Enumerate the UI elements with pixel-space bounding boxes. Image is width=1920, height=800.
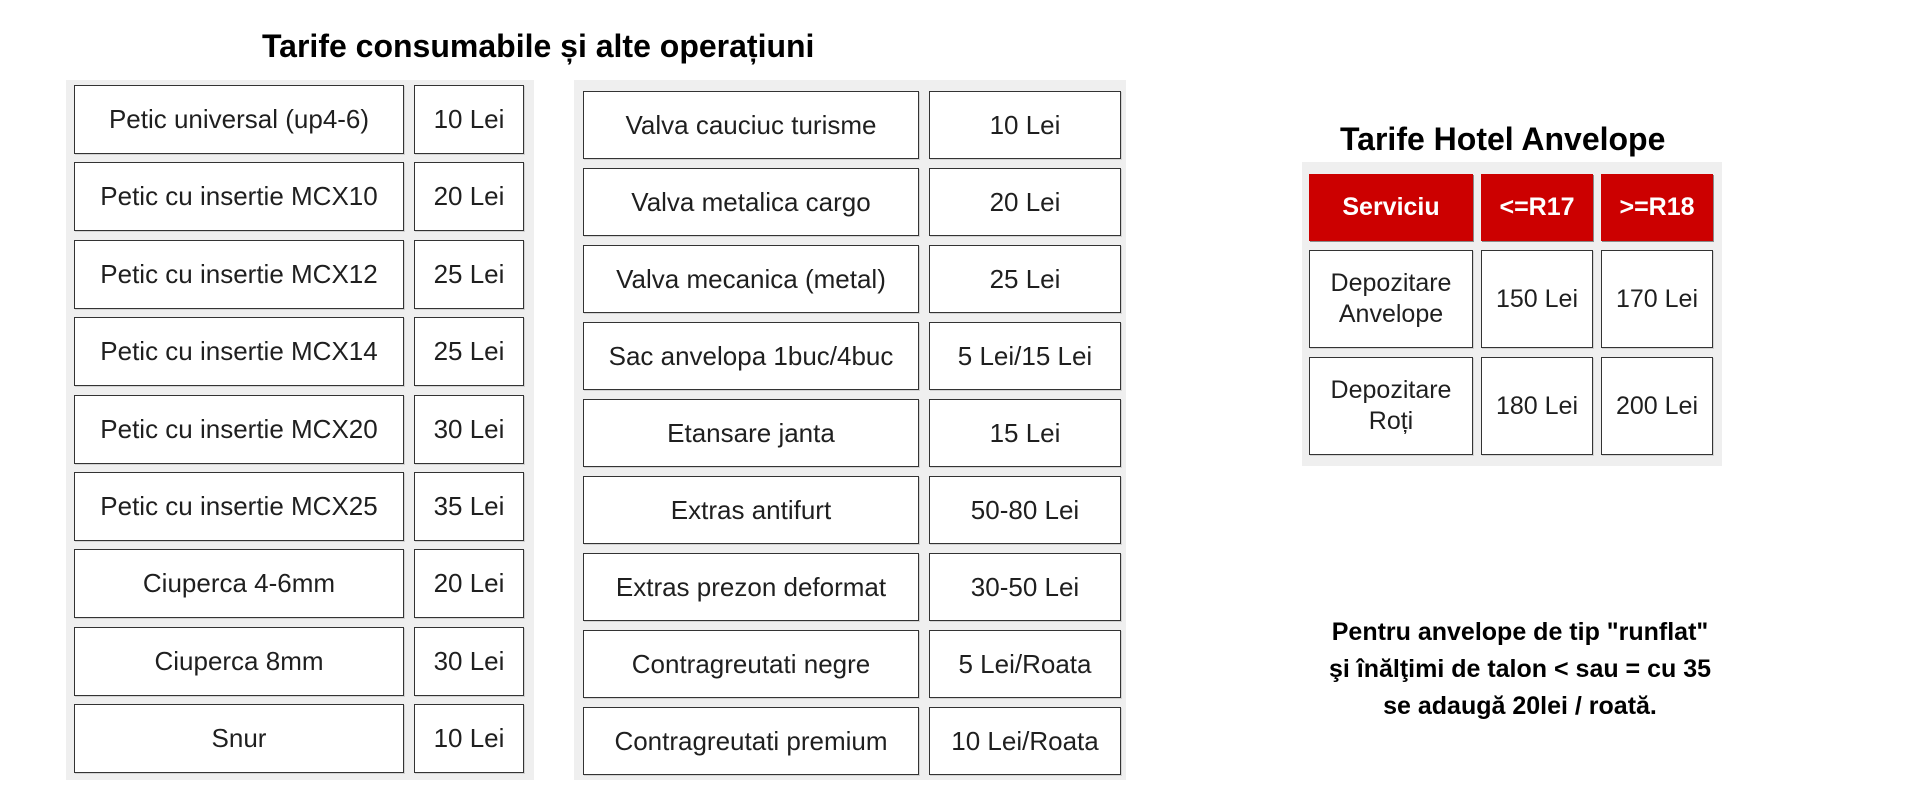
item-cell: Ciuperca 4-6mm xyxy=(74,549,404,618)
price-cell: 20 Lei xyxy=(414,162,524,231)
price-cell: 25 Lei xyxy=(414,317,524,386)
service-cell: Depozitare Anvelope xyxy=(1309,250,1473,348)
price-r18-cell: 200 Lei xyxy=(1601,357,1713,455)
item-cell: Sac anvelopa 1buc/4buc xyxy=(583,322,919,390)
price-cell: 25 Lei xyxy=(929,245,1121,313)
item-cell: Contragreutati negre xyxy=(583,630,919,698)
header-service: Serviciu xyxy=(1309,174,1473,241)
consumables-title: Tarife consumabile și alte operațiuni xyxy=(262,28,815,64)
price-cell: 10 Lei xyxy=(414,704,524,773)
price-cell: 50-80 Lei xyxy=(929,476,1121,544)
price-r17-cell: 180 Lei xyxy=(1481,357,1593,455)
price-cell: 10 Lei xyxy=(414,85,524,154)
item-cell: Contragreutati premium xyxy=(583,707,919,775)
runflat-note xyxy=(1260,614,1780,725)
price-cell: 30 Lei xyxy=(414,627,524,696)
price-cell: 20 Lei xyxy=(929,168,1121,236)
item-cell: Valva metalica cargo xyxy=(583,168,919,236)
item-cell: Extras prezon deformat xyxy=(583,553,919,621)
item-cell: Valva mecanica (metal) xyxy=(583,245,919,313)
header-r17: <=R17 xyxy=(1481,174,1593,241)
right-price-table xyxy=(583,91,1121,775)
item-cell: Extras antifurt xyxy=(583,476,919,544)
item-cell: Valva cauciuc turisme xyxy=(583,91,919,159)
service-cell: Depozitare Roți xyxy=(1309,357,1473,455)
note-line: şi înălţimi de talon < sau = cu 35 xyxy=(1328,655,1712,683)
price-cell: 10 Lei/Roata xyxy=(929,707,1121,775)
hotel-price-table xyxy=(1309,174,1713,455)
price-r18-cell: 170 Lei xyxy=(1601,250,1713,348)
price-cell: 30 Lei xyxy=(414,395,524,464)
item-cell: Snur xyxy=(74,704,404,773)
note-line: se adaugă 20lei / roată. xyxy=(1383,692,1657,720)
item-cell: Petic cu insertie MCX14 xyxy=(74,317,404,386)
item-cell: Petic cu insertie MCX10 xyxy=(74,162,404,231)
price-cell: 25 Lei xyxy=(414,240,524,309)
left-price-table xyxy=(74,85,524,773)
item-cell: Petic universal (up4-6) xyxy=(74,85,404,154)
hotel-title: Tarife Hotel Anvelope xyxy=(1340,121,1666,157)
item-cell: Petic cu insertie MCX20 xyxy=(74,395,404,464)
header-r18: >=R18 xyxy=(1601,174,1713,241)
price-cell: 10 Lei xyxy=(929,91,1121,159)
price-cell: 5 Lei/Roata xyxy=(929,630,1121,698)
price-cell: 35 Lei xyxy=(414,472,524,541)
item-cell: Etansare janta xyxy=(583,399,919,467)
price-r17-cell: 150 Lei xyxy=(1481,250,1593,348)
price-cell: 15 Lei xyxy=(929,399,1121,467)
item-cell: Petic cu insertie MCX12 xyxy=(74,240,404,309)
item-cell: Petic cu insertie MCX25 xyxy=(74,472,404,541)
note-line: Pentru anvelope de tip "runflat" xyxy=(1331,618,1709,646)
item-cell: Ciuperca 8mm xyxy=(74,627,404,696)
price-cell: 20 Lei xyxy=(414,549,524,618)
price-cell: 5 Lei/15 Lei xyxy=(929,322,1121,390)
price-cell: 30-50 Lei xyxy=(929,553,1121,621)
